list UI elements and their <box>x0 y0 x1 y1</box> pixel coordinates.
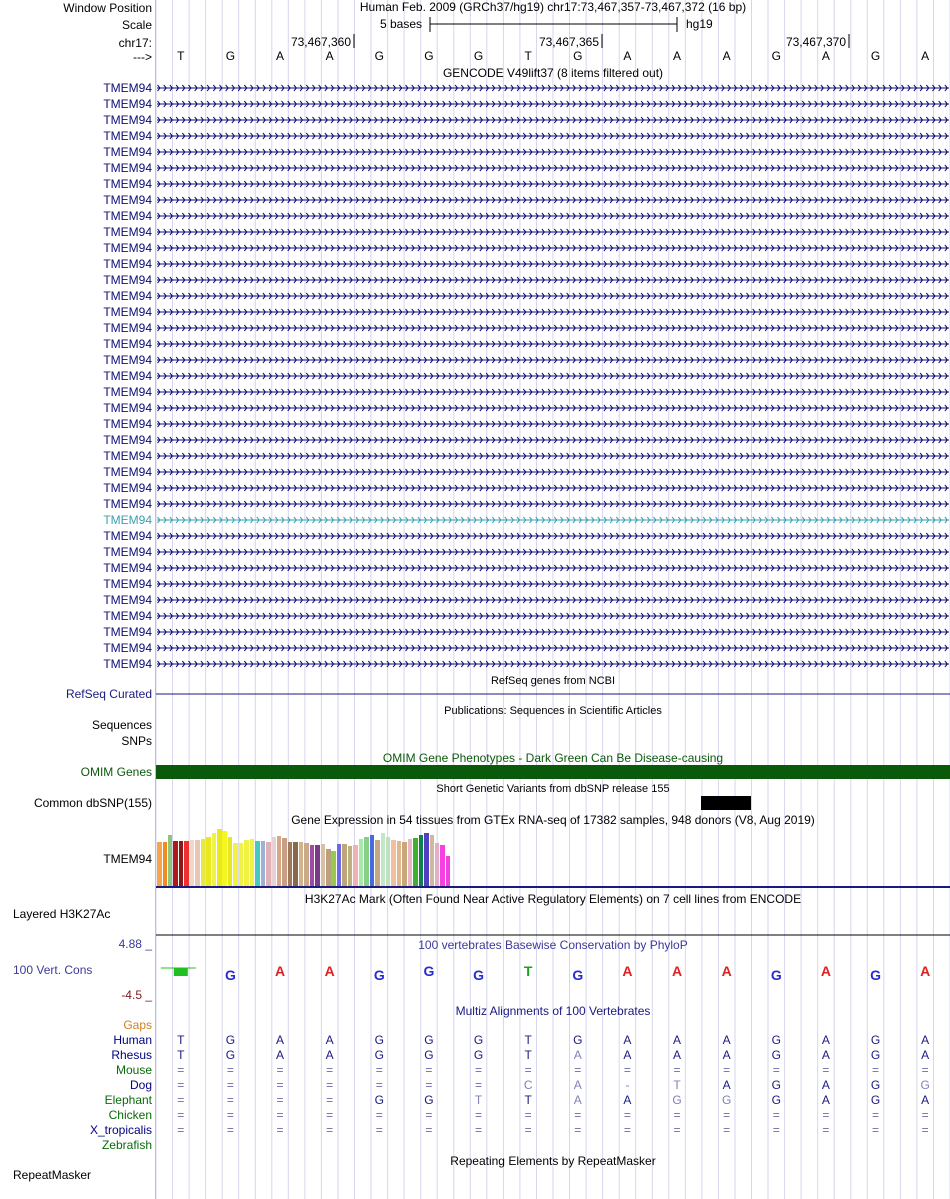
conservation-logo-letter: A <box>622 963 633 979</box>
gencode-transcript-label[interactable]: TMEM94 <box>103 97 152 111</box>
gtex-tissue-bar[interactable] <box>430 835 435 886</box>
gencode-transcript-label[interactable]: TMEM94 <box>103 433 152 447</box>
alignment-base: G <box>870 1078 881 1092</box>
h3k27ac-track-label[interactable]: Layered H3K27Ac <box>13 907 111 921</box>
position-tick-label: 73,467,360 <box>290 35 351 49</box>
gtex-tissue-bar[interactable] <box>299 842 304 886</box>
alignment-base: A <box>821 1078 830 1092</box>
conservation-logo-letter: G <box>770 967 782 983</box>
alignment-base: = <box>872 1063 880 1077</box>
alignment-base: = <box>177 1108 185 1122</box>
gtex-tissue-bar[interactable] <box>364 837 369 886</box>
alignment-base: = <box>623 1123 631 1137</box>
conservation-track-label[interactable]: 100 Vert. Cons <box>13 963 93 977</box>
alignment-base: A <box>722 1033 731 1047</box>
gtex-tissue-bar[interactable] <box>282 838 287 886</box>
alignment-base: = <box>326 1108 334 1122</box>
gtex-tissue-bar[interactable] <box>217 829 222 886</box>
alignment-base: = <box>226 1093 234 1107</box>
alignment-base: A <box>276 1033 285 1047</box>
conservation-min-label: -4.5 _ <box>121 988 152 1002</box>
dbsnp-variant-block[interactable] <box>701 796 751 810</box>
gtex-tissue-bar[interactable] <box>255 841 260 886</box>
reference-base: A <box>921 49 930 63</box>
scale-bases-text: 5 bases <box>380 17 423 31</box>
gtex-tissue-bar[interactable] <box>228 837 233 886</box>
gencode-transcript-label[interactable]: TMEM94 <box>103 289 152 303</box>
gencode-transcript-label[interactable]: TMEM94 <box>103 497 152 511</box>
alignment-base: = <box>673 1123 681 1137</box>
gencode-track-title[interactable]: GENCODE V49lift37 (8 items filtered out) <box>442 66 664 80</box>
reference-base: A <box>276 49 285 63</box>
gtex-tissue-bar[interactable] <box>288 842 293 886</box>
conservation-logo-letter: T <box>523 963 533 979</box>
alignment-base: T <box>524 1033 532 1047</box>
gtex-tissue-bar[interactable] <box>321 844 326 886</box>
alignment-base: = <box>326 1078 334 1092</box>
gtex-tissue-bar[interactable] <box>408 839 413 886</box>
gencode-transcript-label[interactable]: TMEM94 <box>103 481 152 495</box>
alignment-base: G <box>374 1033 384 1047</box>
alignment-base: C <box>523 1078 533 1092</box>
conservation-bar <box>174 968 188 976</box>
conservation-track-title[interactable]: 100 vertebrates Basewise Conservation by PhyloP <box>418 938 688 952</box>
gtex-tissue-bar[interactable] <box>310 845 315 886</box>
gtex-tissue-bar[interactable] <box>315 845 320 886</box>
alignment-base: T <box>524 1048 532 1062</box>
alignment-base: = <box>326 1063 334 1077</box>
species-label[interactable]: Rhesus <box>111 1048 152 1062</box>
species-label[interactable]: Zebrafish <box>101 1138 152 1152</box>
gencode-transcript-label[interactable]: TMEM94 <box>103 609 152 623</box>
gtex-tissue-bar[interactable] <box>250 839 255 886</box>
conservation-logo-letter: G <box>870 967 882 983</box>
strand-label: ---> <box>133 50 152 64</box>
omim-track-label[interactable]: OMIM Genes <box>80 765 152 779</box>
alignment-base: = <box>524 1123 532 1137</box>
gtex-tissue-bar[interactable] <box>326 849 331 886</box>
refseq-track-title[interactable]: RefSeq genes from NCBI <box>490 675 616 687</box>
species-label[interactable]: Human <box>113 1033 152 1047</box>
conservation-logo-letter: G <box>423 963 435 979</box>
alignment-base: G <box>225 1048 236 1062</box>
alignment-base: A <box>673 1033 682 1047</box>
alignment-base: A <box>623 1048 632 1062</box>
alignment-base: = <box>822 1108 830 1122</box>
alignment-base: A <box>722 1078 731 1092</box>
reference-base: G <box>573 49 583 63</box>
alignment-base: G <box>771 1093 781 1107</box>
h3k27ac-track-title[interactable]: H3K27Ac Mark (Often Found Near Active Regulatory Elements) on 7 cell lines from ENCODE <box>304 892 802 906</box>
gtex-tissue-bar[interactable] <box>201 839 206 886</box>
omim-gene-bar[interactable] <box>156 765 950 779</box>
conservation-logo-letter: G <box>473 967 485 983</box>
reference-base: G <box>374 49 384 63</box>
gtex-tissue-bar[interactable] <box>446 856 451 886</box>
alignment-base: A <box>623 1033 632 1047</box>
conservation-logo-letter: A <box>820 963 831 979</box>
alignment-base: A <box>921 1093 930 1107</box>
alignment-base: A <box>573 1078 582 1092</box>
alignment-base: = <box>673 1063 681 1077</box>
conservation-logo-letter: G <box>224 967 236 983</box>
chrom-label: chr17: <box>118 36 152 50</box>
alignment-base: = <box>276 1078 284 1092</box>
alignment-base: = <box>226 1078 234 1092</box>
reference-base: G <box>473 49 484 63</box>
alignment-base: = <box>872 1123 880 1137</box>
gtex-tissue-bar[interactable] <box>386 837 391 886</box>
gtex-tissue-bar[interactable] <box>440 845 445 886</box>
gtex-tissue-bar[interactable] <box>342 844 347 886</box>
alignment-base: = <box>475 1063 483 1077</box>
gtex-tissue-bar[interactable] <box>348 846 353 886</box>
gtex-tissue-bar[interactable] <box>244 840 249 886</box>
track-labels-column <box>0 0 155 1199</box>
gtex-tissue-bar[interactable] <box>359 839 364 886</box>
alignment-base: G <box>920 1078 930 1092</box>
gencode-transcript-label[interactable]: TMEM94 <box>103 577 152 591</box>
gtex-tissue-bar[interactable] <box>272 837 277 886</box>
alignment-base: = <box>177 1063 185 1077</box>
alignment-base: = <box>673 1108 681 1122</box>
gtex-tissue-bar[interactable] <box>233 843 238 886</box>
gtex-tissue-bar[interactable] <box>212 833 217 886</box>
publications-track-title[interactable]: Publications: Sequences in Scientific Articles <box>444 705 662 717</box>
alignment-base: = <box>425 1063 433 1077</box>
conservation-logo-letter: G <box>572 967 584 983</box>
alignment-base: A <box>276 1048 285 1062</box>
gtex-tissue-bar[interactable] <box>419 835 424 886</box>
conservation-logo-letter: A <box>324 963 335 979</box>
gencode-transcript-label[interactable]: TMEM94 <box>103 305 152 319</box>
alignment-base: = <box>276 1063 284 1077</box>
species-label[interactable]: X_tropicalis <box>89 1123 152 1137</box>
gtex-tissue-bar[interactable] <box>375 840 380 886</box>
alignment-base: G <box>424 1093 434 1107</box>
alignment-base: = <box>226 1108 234 1122</box>
conservation-logo-letter: A <box>721 963 732 979</box>
alignment-base: = <box>425 1108 433 1122</box>
reference-base: A <box>623 49 632 63</box>
gtex-tissue-bar[interactable] <box>195 840 200 886</box>
gtex-tissue-bar[interactable] <box>168 835 173 886</box>
alignment-base: = <box>475 1108 483 1122</box>
alignment-base: A <box>623 1093 632 1107</box>
reference-base: T <box>177 49 185 63</box>
gencode-transcript-label[interactable]: TMEM94 <box>103 625 152 639</box>
gtex-tissue-bar[interactable] <box>397 841 402 886</box>
dbsnp-track-label[interactable]: Common dbSNP(155) <box>33 796 152 810</box>
species-label[interactable]: Mouse <box>115 1063 152 1077</box>
alignment-base: A <box>325 1033 334 1047</box>
gtex-tissue-bar[interactable] <box>381 833 386 886</box>
alignment-base: = <box>375 1108 383 1122</box>
conservation-logo-letter: A <box>672 963 683 979</box>
alignment-base: G <box>771 1078 781 1092</box>
gtex-tissue-bar[interactable] <box>277 836 282 886</box>
alignment-base: G <box>672 1093 682 1107</box>
gencode-transcript-label[interactable]: TMEM94 <box>103 417 152 431</box>
alignment-base: G <box>870 1033 881 1047</box>
gtex-tissue-bar[interactable] <box>266 842 271 886</box>
multiz-track-title[interactable]: Multiz Alignments of 100 Vertebrates <box>455 1004 651 1018</box>
gtex-tissue-bar[interactable] <box>261 841 266 886</box>
refseq-track-label[interactable]: RefSeq Curated <box>65 687 152 701</box>
gencode-transcript-label[interactable]: TMEM94 <box>103 225 152 239</box>
gencode-transcript-label[interactable]: TMEM94 <box>103 369 152 383</box>
reference-base: T <box>524 49 532 63</box>
alignment-base: G <box>374 1093 384 1107</box>
alignment-base: G <box>473 1033 484 1047</box>
gencode-transcript-label[interactable]: TMEM94 <box>103 545 152 559</box>
alignment-base: = <box>574 1108 582 1122</box>
alignment-base: = <box>921 1123 929 1137</box>
gencode-transcript-label[interactable]: TMEM94 <box>103 641 152 655</box>
alignment-base: = <box>475 1078 483 1092</box>
gencode-transcript-label[interactable]: TMEM94 <box>103 529 152 543</box>
alignment-base: T <box>524 1093 532 1107</box>
gtex-tissue-bar[interactable] <box>293 842 298 886</box>
alignment-base: = <box>872 1108 880 1122</box>
gencode-transcript-label[interactable]: TMEM94 <box>103 129 152 143</box>
alignment-base: A <box>821 1048 830 1062</box>
alignment-base: = <box>276 1108 284 1122</box>
position-tick-label: 73,467,370 <box>785 35 846 49</box>
gencode-transcript-label[interactable]: TMEM94 <box>103 465 152 479</box>
alignment-base: A <box>821 1093 830 1107</box>
track-display-area[interactable] <box>156 0 950 1199</box>
species-label[interactable]: Elephant <box>104 1093 152 1107</box>
gencode-transcript-label[interactable]: TMEM94 <box>103 657 152 671</box>
reference-base: G <box>225 49 236 63</box>
gencode-transcript-label[interactable]: TMEM94 <box>103 337 152 351</box>
alignment-base: = <box>226 1123 234 1137</box>
conservation-max-label: 4.88 _ <box>118 937 152 951</box>
alignment-base: = <box>524 1108 532 1122</box>
alignment-base: A <box>573 1048 582 1062</box>
gencode-transcript-label[interactable]: TMEM94 <box>103 513 152 527</box>
alignment-base: = <box>226 1063 234 1077</box>
gencode-transcript-label[interactable]: TMEM94 <box>103 273 152 287</box>
alignment-base: = <box>574 1063 582 1077</box>
reference-base: G <box>870 49 881 63</box>
reference-base: A <box>722 49 731 63</box>
alignment-base: = <box>574 1123 582 1137</box>
alignment-base: = <box>177 1093 185 1107</box>
gtex-tissue-bar[interactable] <box>239 843 244 886</box>
dbsnp-track-title[interactable]: Short Genetic Variants from dbSNP release 155 <box>436 783 670 795</box>
alignment-base: = <box>623 1108 631 1122</box>
scale-label: Scale <box>121 18 152 32</box>
gtex-tissue-bar[interactable] <box>206 837 211 886</box>
alignment-base: G <box>722 1093 732 1107</box>
gtex-track-title[interactable]: Gene Expression in 54 tissues from GTEx RNA-seq of 17382 samples, 948 donors (V8, Aug 2019) <box>291 813 815 827</box>
reference-base: A <box>821 49 830 63</box>
alignment-base: G <box>225 1033 236 1047</box>
gencode-transcript-label[interactable]: TMEM94 <box>103 241 152 255</box>
gencode-transcript-label[interactable]: TMEM94 <box>103 113 152 127</box>
gencode-transcript-label[interactable]: TMEM94 <box>103 321 152 335</box>
gtex-tissue-bar[interactable] <box>435 843 440 886</box>
repeatmasker-track-title[interactable]: Repeating Elements by RepeatMasker <box>450 1154 656 1168</box>
gtex-tissue-bar[interactable] <box>391 840 396 886</box>
alignment-base: = <box>822 1123 830 1137</box>
gtex-tissue-bar[interactable] <box>402 842 407 886</box>
alignment-base: G <box>771 1048 781 1062</box>
gtex-tissue-bar[interactable] <box>179 841 184 886</box>
reference-base: A <box>673 49 682 63</box>
gtex-tissue-bar[interactable] <box>163 842 168 886</box>
alignment-base: G <box>424 1048 434 1062</box>
gencode-transcript-label[interactable]: TMEM94 <box>103 353 152 367</box>
alignment-base: = <box>326 1123 334 1137</box>
gtex-tissue-bar[interactable] <box>353 845 358 886</box>
gencode-transcript-label[interactable]: TMEM94 <box>103 209 152 223</box>
alignment-base: A <box>722 1048 731 1062</box>
alignment-base: A <box>325 1048 334 1062</box>
species-label[interactable]: Chicken <box>108 1108 152 1122</box>
snps-track-label[interactable]: SNPs <box>121 734 152 748</box>
gtex-tissue-bar[interactable] <box>304 843 309 886</box>
alignment-base: = <box>475 1123 483 1137</box>
alignment-base: = <box>375 1123 383 1137</box>
gtex-tissue-bar[interactable] <box>337 844 342 886</box>
alignment-base: G <box>424 1033 434 1047</box>
alignment-base: = <box>375 1063 383 1077</box>
gencode-transcripts[interactable] <box>156 0 950 1199</box>
alignment-base: G <box>870 1093 881 1107</box>
alignment-base: T <box>474 1093 483 1107</box>
alignment-base: = <box>723 1108 731 1122</box>
alignment-base: = <box>623 1063 631 1077</box>
omim-track-title[interactable]: OMIM Gene Phenotypes - Dark Green Can Be Disease-causing <box>382 751 724 765</box>
gencode-transcript-label[interactable]: TMEM94 <box>103 593 152 607</box>
gtex-tissue-bar[interactable] <box>413 838 418 886</box>
alignment-base: T <box>177 1048 185 1062</box>
gtex-tissue-bar[interactable] <box>331 851 336 886</box>
gtex-tissue-bar[interactable] <box>184 841 189 886</box>
gencode-transcript-label[interactable]: TMEM94 <box>103 193 152 207</box>
alignment-base: A <box>921 1033 930 1047</box>
gencode-transcript-label[interactable]: TMEM94 <box>103 561 152 575</box>
gencode-transcript-label[interactable]: TMEM94 <box>103 161 152 175</box>
alignment-base: A <box>673 1048 682 1062</box>
gtex-tissue-bar[interactable] <box>424 833 429 886</box>
alignment-base: T <box>673 1078 681 1092</box>
gtex-tissue-bar[interactable] <box>370 835 375 886</box>
conservation-logo-letter: A <box>275 963 286 979</box>
alignment-base: T <box>177 1033 185 1047</box>
alignment-base: = <box>772 1108 780 1122</box>
gencode-transcript-label[interactable]: TMEM94 <box>103 449 152 463</box>
reference-base: A <box>325 49 334 63</box>
gtex-tissue-bar[interactable] <box>222 831 227 886</box>
gtex-tissue-bar[interactable] <box>157 842 162 886</box>
alignment-base: = <box>425 1123 433 1137</box>
gencode-transcript-label[interactable]: TMEM94 <box>103 385 152 399</box>
alignment-base: = <box>772 1123 780 1137</box>
window-position-label: Window Position <box>63 1 152 15</box>
alignment-base: A <box>821 1033 830 1047</box>
alignment-base: = <box>425 1078 433 1092</box>
alignment-base: G <box>870 1048 881 1062</box>
alignment-base: = <box>822 1063 830 1077</box>
gencode-transcript-label[interactable]: TMEM94 <box>103 177 152 191</box>
alignment-base: G <box>374 1048 384 1062</box>
alignment-base: = <box>524 1063 532 1077</box>
gencode-transcript-label[interactable]: TMEM94 <box>103 145 152 159</box>
gtex-tissue-bar[interactable] <box>173 841 178 886</box>
alignment-base: = <box>375 1078 383 1092</box>
alignment-base: A <box>921 1048 930 1062</box>
scale-assembly-text: hg19 <box>686 17 713 31</box>
reference-base: G <box>771 49 781 63</box>
alignment-base: = <box>723 1123 731 1137</box>
gencode-transcript-label[interactable]: TMEM94 <box>103 81 152 95</box>
alignment-base: = <box>326 1093 334 1107</box>
window-position-value[interactable]: Human Feb. 2009 (GRCh37/hg19) chr17:73,467,357-73,467,372 (16 bp) <box>359 0 747 14</box>
sequences-track-label[interactable]: Sequences <box>91 718 152 732</box>
gtex-tissue-bar[interactable] <box>190 840 195 886</box>
conservation-logo-letter: G <box>373 967 385 983</box>
gencode-transcript-label[interactable]: TMEM94 <box>103 401 152 415</box>
alignment-base: G <box>771 1033 781 1047</box>
alignment-base: A <box>573 1093 582 1107</box>
gencode-transcript-label[interactable]: TMEM94 <box>103 257 152 271</box>
alignment-base: = <box>772 1063 780 1077</box>
alignment-base: G <box>473 1048 484 1062</box>
alignment-base: - <box>625 1078 630 1092</box>
gaps-label[interactable]: Gaps <box>123 1018 152 1032</box>
alignment-base: = <box>276 1093 284 1107</box>
conservation-logo-letter: A <box>920 963 931 979</box>
species-label[interactable]: Dog <box>129 1078 152 1092</box>
alignment-base: = <box>177 1078 185 1092</box>
alignment-base: = <box>921 1063 929 1077</box>
repeatmasker-track-label[interactable]: RepeatMasker <box>13 1168 92 1182</box>
gtex-track-label[interactable]: TMEM94 <box>103 852 152 866</box>
alignment-base: = <box>177 1123 185 1137</box>
alignment-base: G <box>573 1033 583 1047</box>
alignment-base: = <box>723 1063 731 1077</box>
position-tick-label: 73,467,365 <box>538 35 599 49</box>
alignment-base: = <box>921 1108 929 1122</box>
reference-base: G <box>424 49 434 63</box>
alignment-base: = <box>276 1123 284 1137</box>
